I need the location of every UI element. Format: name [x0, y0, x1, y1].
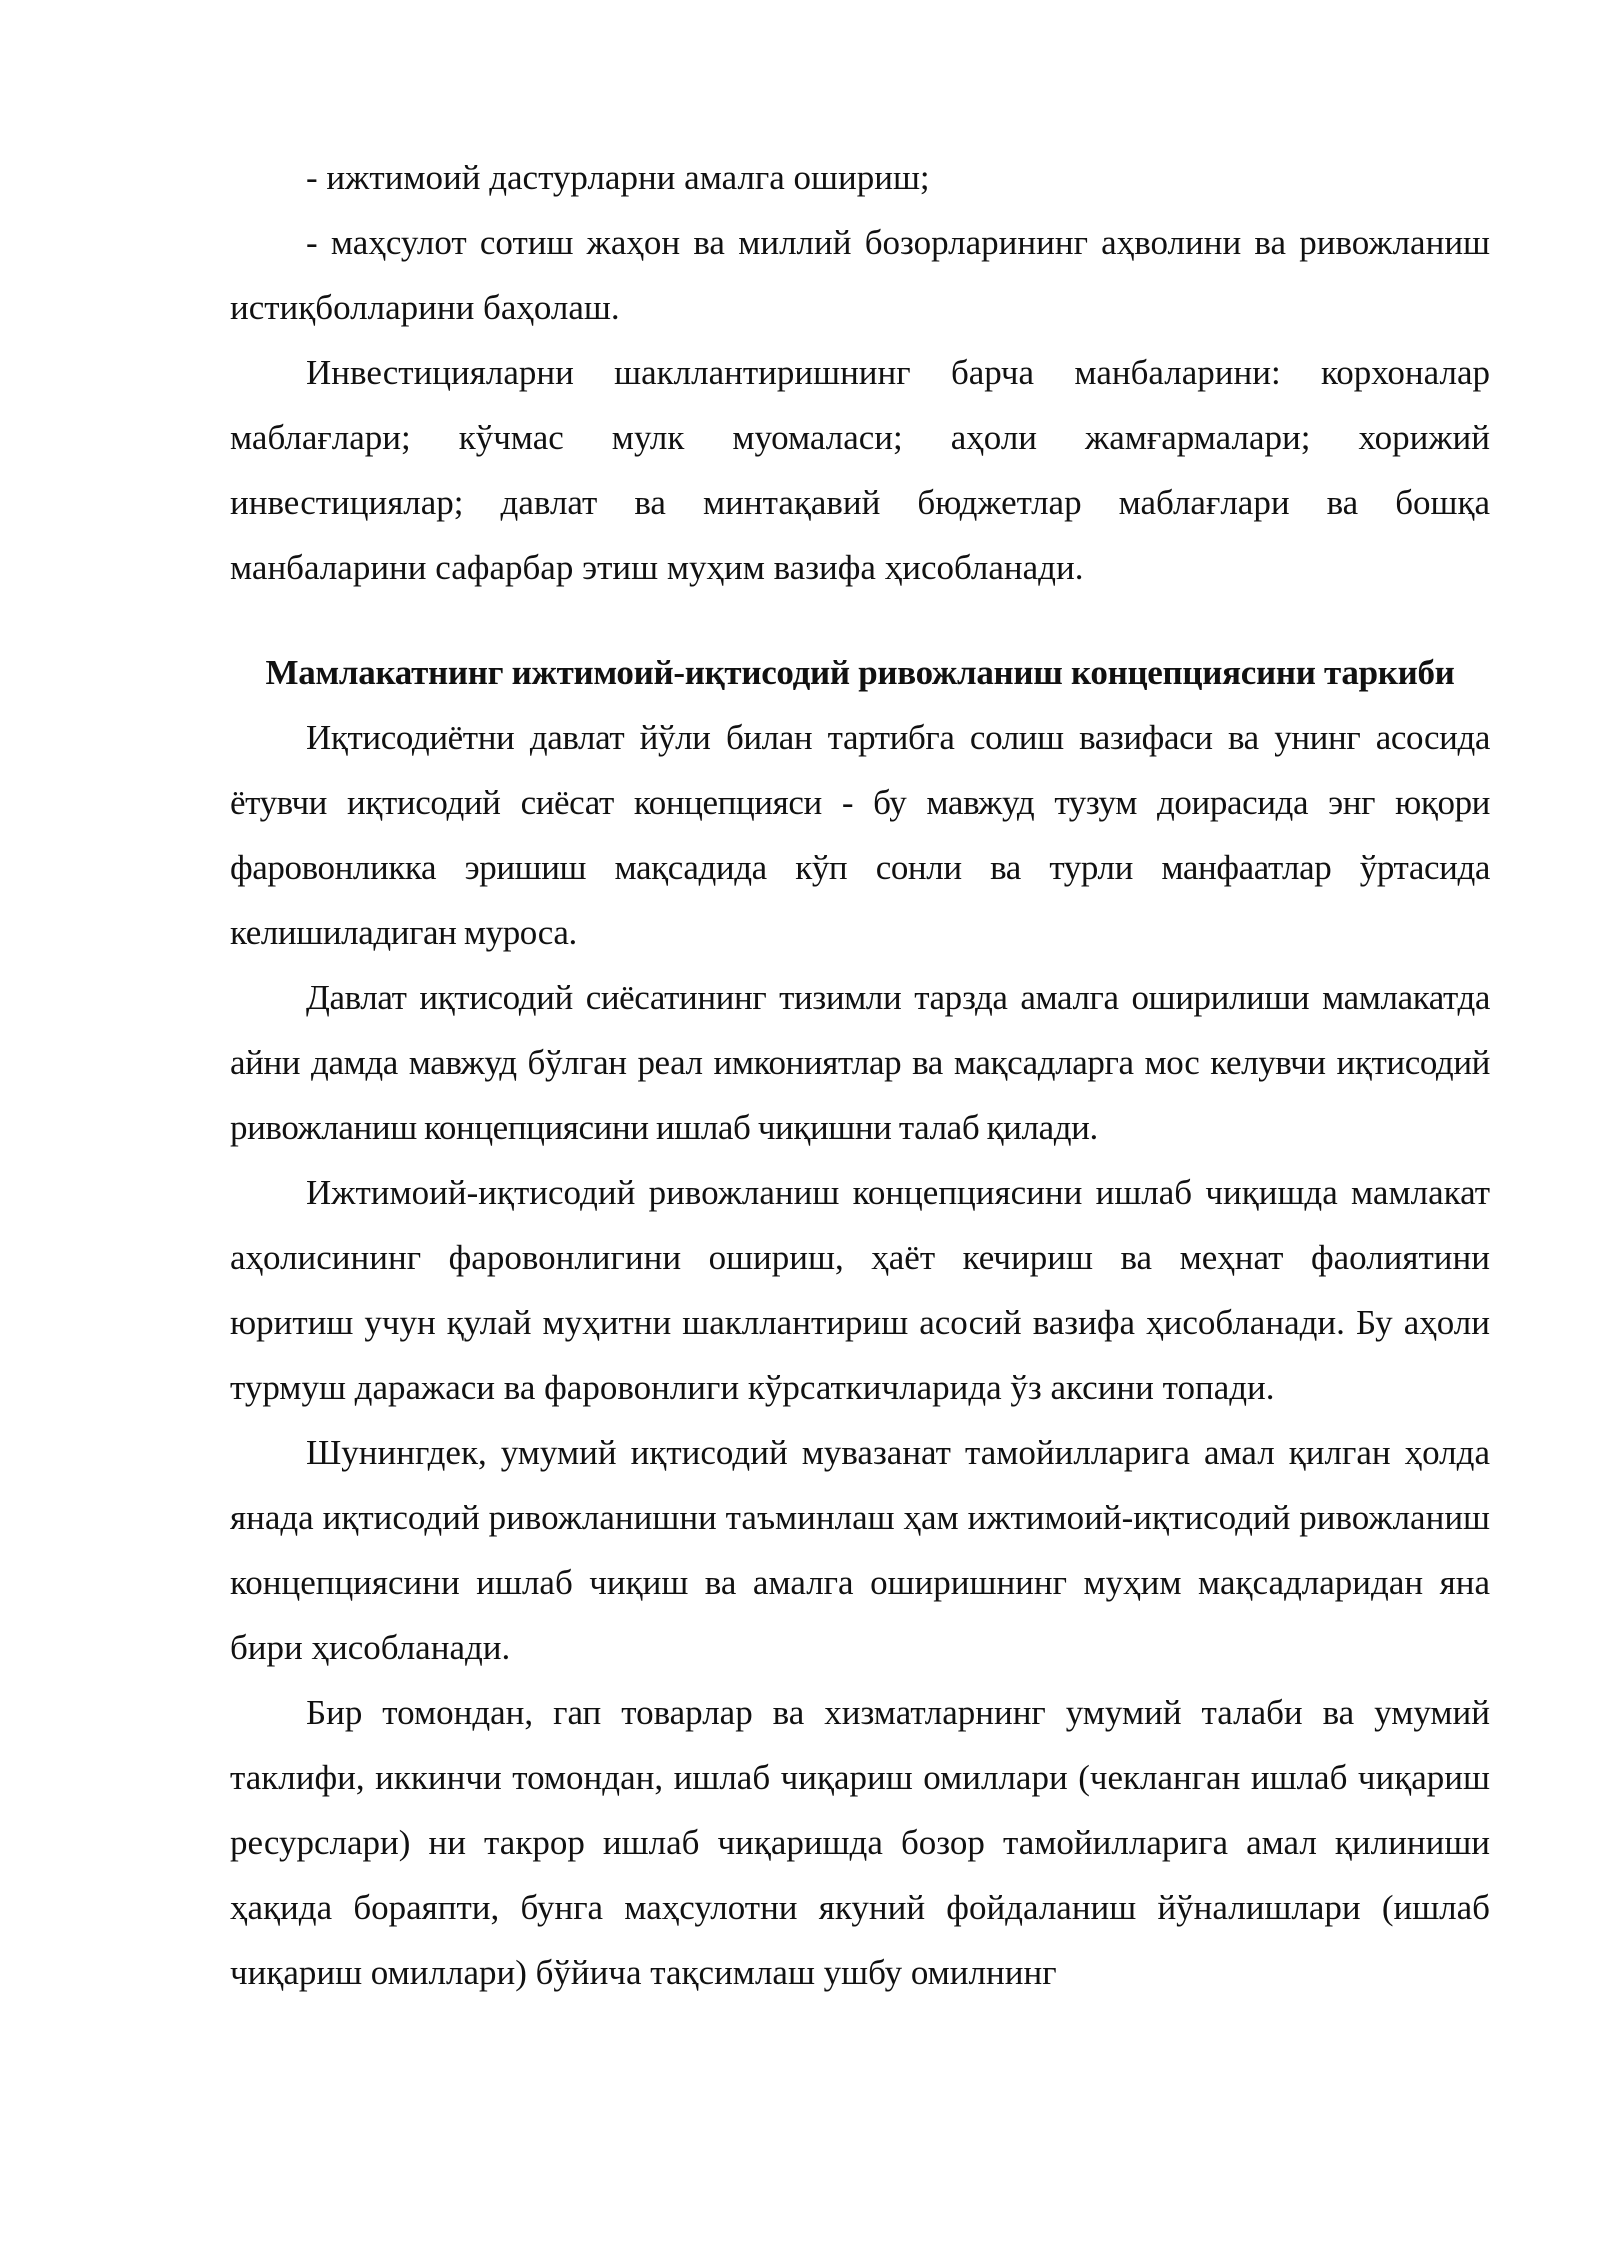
paragraph-state-policy: Давлат иқтисодий сиёсатининг тизимли тарзда амалга оширилиши мамлакатда айни дамда мавжуд бўлган реал имкониятлар ва мақсадларга мос келувчи иқтисодий ривожланиш концепциясини ишлаб чиқишни талаб қилади. — [230, 978, 1490, 1147]
paragraph-supply-demand: Бир томондан, гап товарлар ва хизматларнинг умумий талаби ва умумий таклифи, иккинчи томондан, ишлаб чиқариш омиллари (чекланган ишлаб чиқариш ресурслари) ни такрор ишлаб чиқаришда бозор тамойилларига амал қилиниши ҳақида бораяпти, бунга маҳсулотни якуний фойдаланиш йўналишлари (ишлаб чиқариш омиллари) бўйича тақсимлаш ушбу омилнинг — [230, 1693, 1490, 1992]
paragraph-development-concept: Ижтимоий-иқтисодий ривожланиш концепциясини ишлаб чиқишда мамлакат аҳолисининг фаровонлигини ошириш, ҳаёт кечириш ва меҳнат фаолиятини юритиш учун қулай муҳитни шакллантириш асосий вазифа ҳисобланади. Бу аҳоли турмуш даражаси ва фаровонлиги кўрсаткичларида ўз аксини топади. — [230, 1173, 1490, 1407]
list-item-social-programs: - ижтимоий дастурларни амалга ошириш; — [306, 158, 930, 197]
list-item-market-assessment: - маҳсулот сотиш жаҳон ва миллий бозорларининг аҳволини ва ривожланиш истиқболларини баҳолаш. — [230, 223, 1490, 327]
document-page — [230, 145, 1490, 2005]
paragraph-equilibrium: Шунингдек, умумий иқтисодий мувазанат тамойилларига амал қилган ҳолда янада иқтисодий ривожланишни таъминлаш ҳам ижтимоий-иқтисодий ривожланиш концепциясини ишлаб чиқиш ва амалга оширишнинг муҳим мақсадларидан яна бири ҳисобланади. — [230, 1433, 1490, 1667]
paragraph-economic-policy-concept: Иқтисодиётни давлат йўли билан тартибга солиш вазифаси ва унинг асосида ётувчи иқтисодий сиёсат концепцияси - бу мавжуд тузум доирасида энг юқори фаровонликка эришиш мақсадида кўп сонли ва турли манфаатлар ўртасида келишиладиган муроса. — [230, 718, 1490, 952]
section-heading: Мамлакатнинг ижтимоий-иқтисодий ривожланиш концепциясини таркиби — [265, 653, 1455, 692]
paragraph-investment-sources: Инвестицияларни шакллантиришнинг барча манбаларини: корхоналар маблағлари; кўчмас мулк муомаласи; аҳоли жамғармалари; хорижий инвестициялар; давлат ва минтақавий бюджетлар маблағлари ва бошқа манбаларини сафарбар этиш муҳим вазифа ҳисобланади. — [230, 353, 1490, 587]
